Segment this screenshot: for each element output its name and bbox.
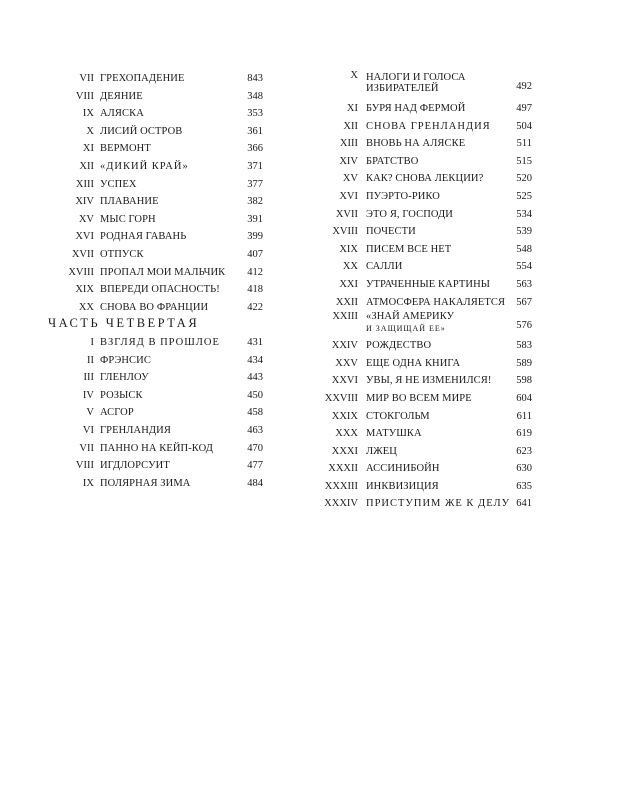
- part-heading: ЧАСТЬ ЧЕТВЕРТАЯ: [48, 316, 200, 330]
- chapter-number: II: [87, 354, 94, 366]
- toc-entry: [312, 478, 534, 496]
- chapter-title: АЛЯСКА: [100, 108, 144, 120]
- chapter-title: [366, 311, 454, 335]
- chapter-title: МЫС ГОРН: [100, 213, 156, 225]
- toc-entry: [48, 457, 278, 475]
- chapter-title: МАТУШКА: [366, 428, 422, 440]
- chapter-title: «ДИКИЙ КРАЙ»: [100, 160, 189, 172]
- chapter-title: СНОВА ГРЕНЛАНДИЯ: [366, 120, 491, 132]
- page-number: 353: [247, 108, 263, 120]
- page-number: 548: [516, 243, 532, 255]
- chapter-number: XX: [78, 301, 94, 313]
- toc-entry: [48, 70, 278, 88]
- page-number: 443: [247, 372, 263, 384]
- chapter-title: ГЛЕНЛОУ: [100, 372, 149, 384]
- chapter-title: АСГОР: [100, 407, 134, 419]
- chapter-title: ФРЭНСИС: [100, 354, 151, 366]
- page-number: 843: [247, 73, 263, 84]
- chapter-number: XIX: [339, 243, 358, 255]
- chapter-number: XVII: [335, 208, 358, 220]
- chapter-number: XXIII: [332, 311, 358, 323]
- chapter-number: X: [350, 70, 358, 81]
- toc-entry: [48, 123, 278, 141]
- chapter-title: ВНОВЬ НА АЛЯСКЕ: [366, 138, 466, 150]
- toc-entry: [312, 241, 534, 259]
- page-number: 623: [516, 445, 532, 457]
- chapter-title: УВЫ, Я НЕ ИЗМЕНИЛСЯ!: [366, 375, 492, 387]
- chapter-title: ЛИСИЙ ОСТРОВ: [100, 125, 183, 137]
- chapter-number: XXV: [335, 357, 358, 369]
- toc-entry: [48, 193, 278, 211]
- chapter-number: XXXIII: [324, 480, 358, 492]
- chapter-number: VII: [79, 442, 94, 454]
- toc-entry: [312, 153, 534, 171]
- chapter-number: VIII: [75, 90, 94, 102]
- chapter-number: XVI: [339, 190, 358, 202]
- chapter-number: III: [83, 372, 94, 384]
- toc-entry: [312, 135, 534, 153]
- toc-entry: [48, 422, 278, 440]
- chapter-number: XXVI: [331, 375, 358, 387]
- page-number: 450: [247, 389, 263, 401]
- chapter-title: РОДНАЯ ГАВАНЬ: [100, 231, 187, 243]
- chapter-number: XXII: [335, 296, 358, 308]
- toc-entry: [312, 258, 534, 276]
- toc-entry: [48, 387, 278, 405]
- toc-entry: [48, 369, 278, 387]
- page-number: 484: [247, 477, 263, 489]
- toc-left-column: [48, 70, 278, 316]
- chapter-number: XXI: [339, 278, 358, 290]
- toc-entry: [48, 299, 278, 317]
- page-number: 554: [516, 261, 532, 273]
- page-number: 525: [516, 190, 532, 202]
- chapter-number: XXIV: [331, 340, 358, 352]
- chapter-number: XX: [342, 261, 358, 273]
- chapter-title: УСПЕХ: [100, 178, 137, 190]
- toc-right-column: [312, 70, 534, 513]
- page-number: 422: [247, 301, 263, 313]
- chapter-title: МИР ВО ВСЕМ МИРЕ: [366, 392, 472, 404]
- page-number: 630: [516, 463, 532, 475]
- page-number: 431: [247, 337, 263, 348]
- page-number: 361: [247, 125, 263, 137]
- chapter-title: БРАТСТВО: [366, 155, 419, 167]
- toc-entry: [312, 495, 534, 513]
- chapter-number: XV: [78, 213, 94, 225]
- chapter-number: XVIII: [68, 266, 94, 278]
- page-number: 371: [247, 160, 263, 172]
- page-number: 534: [516, 208, 532, 220]
- chapter-number: XVIII: [332, 226, 358, 238]
- chapter-title-line: ИЗБИРАТЕЛЕЙ: [366, 82, 439, 94]
- chapter-title: СТОКГОЛЬМ: [366, 410, 430, 422]
- toc-part4-column: [48, 334, 278, 492]
- chapter-title-line: «ЗНАЙ АМЕРИКУ: [366, 311, 455, 323]
- toc-entry: [312, 276, 534, 294]
- page-number: 477: [247, 460, 263, 472]
- page-number: 504: [516, 120, 532, 132]
- page-number: 412: [247, 266, 263, 278]
- chapter-title: ПОЧЕСТИ: [366, 226, 416, 238]
- chapter-number: XXX: [335, 428, 358, 440]
- chapter-title: САЛЛИ: [366, 261, 403, 273]
- toc-entry: [312, 443, 534, 461]
- chapter-number: XI: [82, 143, 94, 155]
- chapter-title: РОЖДЕСТВО: [366, 340, 432, 352]
- chapter-title: ВПЕРЕДИ ОПАСНОСТЬ!: [100, 284, 220, 296]
- page-number: 515: [516, 155, 532, 167]
- chapter-number: XIII: [75, 178, 94, 190]
- toc-entry: [48, 211, 278, 229]
- page-number: 567: [516, 296, 532, 308]
- toc-entry: [312, 355, 534, 373]
- chapter-number: XIV: [75, 196, 94, 208]
- chapter-number: XIII: [339, 138, 358, 150]
- page-number: 382: [247, 196, 263, 208]
- toc-entry: [312, 118, 534, 136]
- page-number: 463: [247, 424, 263, 436]
- page-number: 399: [247, 231, 263, 243]
- chapter-title: [366, 73, 466, 94]
- toc-entry: [48, 334, 278, 352]
- chapter-title: ГРЕНЛАНДИЯ: [100, 424, 171, 436]
- chapter-title: ИНКВИЗИЦИЯ: [366, 480, 439, 492]
- toc-entry: [48, 404, 278, 422]
- page-number: 539: [516, 226, 532, 238]
- chapter-title: АССИНИБОЙН: [366, 463, 440, 475]
- chapter-number: XVI: [75, 231, 94, 243]
- toc-entry: [48, 440, 278, 458]
- chapter-title: ЕЩЕ ОДНА КНИГА: [366, 357, 461, 369]
- toc-entry: [312, 223, 534, 241]
- chapter-number: XXXII: [328, 463, 358, 475]
- page-number: 418: [247, 284, 263, 296]
- page-number: 598: [516, 375, 532, 387]
- toc-entry: [312, 408, 534, 426]
- page-number: 520: [516, 173, 532, 185]
- toc-entry: [312, 390, 534, 408]
- page-number: 611: [516, 410, 532, 422]
- page-number: 511: [516, 138, 532, 150]
- page-number: 619: [516, 428, 532, 440]
- toc-entry: [312, 70, 534, 100]
- toc-entry: [48, 158, 278, 176]
- page-number: 641: [516, 498, 532, 510]
- chapter-title-line: НАЛОГИ И ГОЛОСА: [366, 72, 466, 83]
- chapter-number: VIII: [75, 460, 94, 472]
- chapter-number: XI: [346, 103, 358, 114]
- chapter-title: ПИСЕМ ВСЕ НЕТ: [366, 243, 452, 255]
- chapter-title: ПОЛЯРНАЯ ЗИМА: [100, 477, 191, 489]
- chapter-number: IX: [82, 108, 94, 120]
- chapter-title: ЛЖЕЦ: [366, 445, 397, 457]
- toc-entry: [48, 475, 278, 493]
- chapter-title: БУРЯ НАД ФЕРМОЙ: [366, 103, 466, 114]
- chapter-number: XII: [343, 120, 358, 132]
- chapter-title: ПРОПАЛ МОИ МАЛЬЧИК: [100, 266, 226, 278]
- toc-entry: [312, 460, 534, 478]
- chapter-number: VI: [82, 424, 94, 436]
- chapter-number: XIX: [75, 284, 94, 296]
- toc-entry: [312, 311, 534, 337]
- page-number: 492: [516, 81, 532, 92]
- chapter-title: ОТПУСК: [100, 248, 144, 260]
- chapter-number: XII: [79, 160, 94, 172]
- toc-entry: [48, 352, 278, 370]
- page-number: 458: [247, 407, 263, 419]
- chapter-title: ПУЭРТО-РИКО: [366, 190, 440, 202]
- toc-entry: [312, 188, 534, 206]
- page-number: 576: [516, 320, 532, 332]
- toc-entry: [312, 206, 534, 224]
- chapter-number: XIV: [339, 155, 358, 167]
- toc-entry: [48, 176, 278, 194]
- page-number: 583: [516, 340, 532, 352]
- chapter-title: ЭТО Я, ГОСПОДИ: [366, 208, 453, 220]
- chapter-title: ПРИСТУПИМ ЖЕ К ДЕЛУ: [366, 498, 511, 510]
- page-number: 407: [247, 248, 263, 260]
- toc-entry: [48, 105, 278, 123]
- chapter-number: XV: [342, 173, 358, 185]
- toc-entry: [48, 88, 278, 106]
- toc-entry: [48, 264, 278, 282]
- chapter-title: УТРАЧЕННЫЕ КАРТИНЫ: [366, 278, 491, 290]
- toc-entry: [312, 337, 534, 355]
- page-number: 470: [247, 442, 263, 454]
- chapter-title: ИГДЛОРСУИТ: [100, 460, 170, 472]
- chapter-title: СНОВА ВО ФРАНЦИИ: [100, 301, 209, 313]
- chapter-title: КАК? СНОВА ЛЕКЦИИ?: [366, 173, 484, 185]
- chapter-title: ВЗГЛЯД В ПРОШЛОЕ: [100, 337, 220, 348]
- chapter-title: ПЛАВАНИЕ: [100, 196, 159, 208]
- chapter-number: VII: [79, 73, 94, 84]
- chapter-number: IV: [82, 389, 94, 401]
- chapter-number: XXVIII: [324, 392, 358, 404]
- toc-entry: [312, 170, 534, 188]
- toc-entry: [48, 246, 278, 264]
- toc-entry: [48, 228, 278, 246]
- toc-entry: [312, 372, 534, 390]
- chapter-number: XVII: [71, 248, 94, 260]
- toc-entry: [312, 100, 534, 118]
- chapter-title: ДЕЯНИЕ: [100, 90, 143, 102]
- chapter-title: ГРЕХОПАДЕНИЕ: [100, 73, 185, 84]
- chapter-number: XXXI: [331, 445, 358, 457]
- chapter-number: XXXIV: [324, 498, 358, 510]
- page-number: 348: [247, 90, 263, 102]
- toc-entry: [312, 425, 534, 443]
- chapter-title: ВЕРМОНТ: [100, 143, 151, 155]
- page-number: 366: [247, 143, 263, 155]
- toc-entry: [48, 281, 278, 299]
- page-number: 604: [516, 392, 532, 404]
- chapter-title: АТМОСФЕРА НАКАЛЯЕТСЯ: [366, 296, 506, 308]
- page-number: 635: [516, 480, 532, 492]
- chapter-title: ПАННО НА КЕЙП-КОД: [100, 442, 214, 454]
- chapter-number: V: [86, 407, 94, 419]
- chapter-number: I: [90, 337, 94, 348]
- page-number: 434: [247, 354, 263, 366]
- toc-entry: [48, 140, 278, 158]
- chapter-number: XXIX: [331, 410, 358, 422]
- page-number: 377: [247, 178, 263, 190]
- page-number: 497: [516, 103, 532, 114]
- chapter-number: X: [86, 125, 94, 137]
- chapter-number: IX: [82, 477, 94, 489]
- page-number: 589: [516, 357, 532, 369]
- chapter-title: РОЗЫСК: [100, 389, 143, 401]
- page-number: 563: [516, 278, 532, 290]
- page-number: 391: [247, 213, 263, 225]
- chapter-title-line: И ЗАЩИЩАЙ ЕЕ»: [366, 324, 446, 334]
